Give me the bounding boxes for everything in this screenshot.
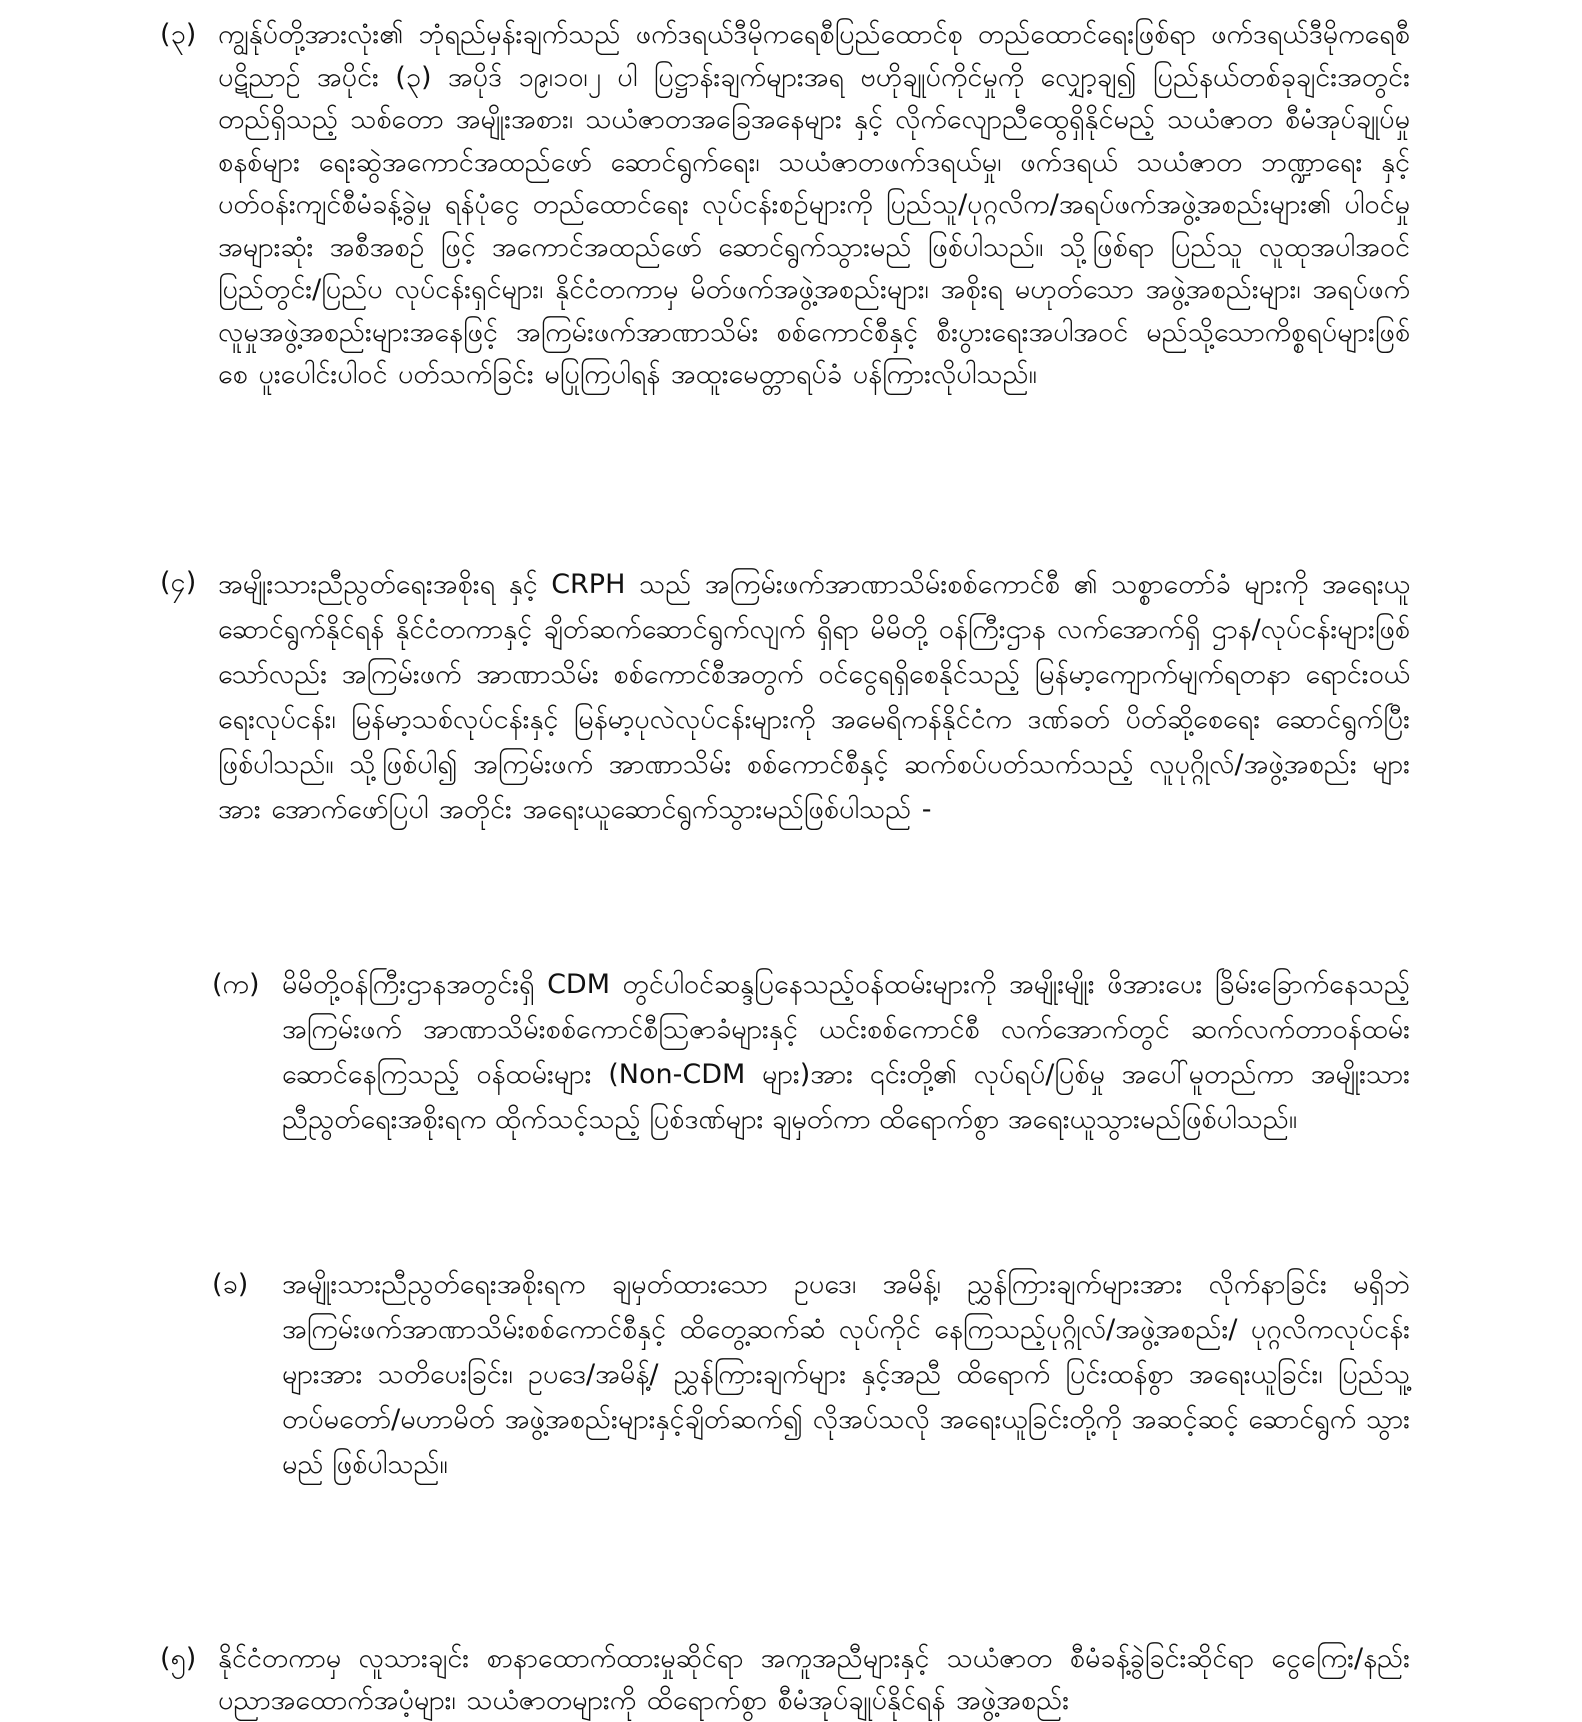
sub-item-number: (က) [212, 969, 260, 1000]
paragraph-text: ကျွန်ုပ်တို့အားလုံး၏ ဘုံရည်မှန်းချက်သည် ဖက်ဒရယ်ဒီမိုကရေစီပြည်ထောင်စု တည်ထောင်ရေးဖြစ်ရာ ဖက်ဒရယ်ဒီမိုကရေစီပဋိညာဉ် အပိုင်း (၃) အပိုဒ် ၁၉၊၁၀၊၂ ပါ ပြဋ္ဌာန်းချက်များအရ ဗဟိုချုပ်ကိုင်မှုကို လျှော့ချ၍ ပြည်နယ်တစ်ခုချင်းအတွင်းတည်ရှိသည့် သစ်တော အမျိုးအစား၊ သယံဇာတအခြေအနေများ နှင့် လိုက်လျောညီထွေရှိနိုင်မည့် သယံဇာတ စီမံအုပ်ချုပ်မှုစနစ်များ ရေးဆွဲအကောင်အထည်ဖော် ဆောင်ရွက်ရေး၊ သယံဇာတဖက်ဒရယ်မှု၊ ဖက်ဒရယ် သယံဇာတ ဘဏ္ဍာရေး နှင့် ပတ်ဝန်းကျင်စီမံခန့်ခွဲမှု ရန်ပုံငွေ တည်ထောင်ရေး လုပ်ငန်းစဉ်များကို ပြည်သူ/ပုဂ္ဂလိက/အရပ်ဖက်အဖွဲ့အစည်းများ၏ ပါဝင်မှု အများဆုံး အစီအစဉ် ဖြင့် အကောင်အထည်ဖော် ဆောင်ရွက်သွားမည် ဖြစ်ပါသည်။ သို့ဖြစ်ရာ ပြည်သူ လူထုအပါအဝင် ပြည်တွင်း/ပြည်ပ လုပ်ငန်းရှင်များ၊ နိုင်ငံတကာမှ မိတ်ဖက်အဖွဲ့အစည်းများ၊ အစိုးရ မဟုတ်သော အဖွဲ့အစည်းများ၊ အရပ်ဖက်လူမှုအဖွဲ့အစည်းများအနေဖြင့် အကြမ်းဖက်အာဏာသိမ်း စစ်ကောင်စီနှင့် စီးပွားရေးအပါအဝင် မည်သို့သောကိစ္စရပ်များဖြစ်စေ ပူးပေါင်းပါဝင် ပတ်သက်ခြင်း မပြုကြပါရန် အထူးမေတ္တာရပ်ခံ ပန်ကြားလိုပါသည်။ [218, 19, 1410, 390]
paragraph-number: (၄) [160, 567, 197, 598]
sub-item-number: (ခ) [212, 1269, 249, 1300]
sub-item-text: မိမိတို့ဝန်ကြီးဌာနအတွင်းရှိ CDM တွင်ပါဝင်ဆန္ဒပြနေသည့်ဝန်ထမ်းများကို အမျိုးမျိုး ဖိအားပေး ခြိမ်းခြောက်နေသည့် အကြမ်းဖက် အာဏာသိမ်းစစ်ကောင်စီသြဇာခံများနှင့် ယင်းစစ်ကောင်စီ လက်အောက်တွင် ဆက်လက်တာဝန်ထမ်းဆောင်နေကြသည့် ဝန်ထမ်းများ (Non-CDM များ)အား ၎င်းတို့၏ လုပ်ရပ်/ပြစ်မှု အပေါ်မူတည်ကာ အမျိုးသား ညီညွတ်ရေးအစိုးရက ထိုက်သင့်သည့် ပြစ်ဒဏ်များ ချမှတ်ကာ ထိရောက်စွာ အရေးယူသွားမည်ဖြစ်ပါသည်။ [282, 969, 1410, 1135]
paragraph-5 [160, 1638, 1410, 1722]
paragraph-text: နိုင်ငံတကာမှ လူသားချင်း စာနာထောက်ထားမှုဆိုင်ရာ အကူအညီများနှင့် သယံဇာတ စီမံခန့်ခွဲခြင်းဆိုင်ရာ ငွေကြေး/နည်းပညာအထောက်အပံ့များ၊ သယံဇာတများကို ထိရောက်စွာ စီမံအုပ်ချုပ်နိုင်ရန် အဖွဲ့အစည်း [218, 1643, 1410, 1716]
sub-item-ka [212, 962, 1410, 1142]
paragraph-text: အမျိုးသားညီညွတ်ရေးအစိုးရ နှင့် CRPH သည် အကြမ်းဖက်အာဏာသိမ်းစစ်ကောင်စီ ၏ သစ္စာတော်ခံ များကို အရေးယူဆောင်ရွက်နိုင်ရန် နိုင်ငံတကာနှင့် ချိတ်ဆက်ဆောင်ရွက်လျက် ရှိရာ မိမိတို့ ဝန်ကြီးဌာန လက်အောက်ရှိ ဌာန/လုပ်ငန်းများဖြစ်သော်လည်း အကြမ်းဖက် အာဏာသိမ်း စစ်ကောင်စီအတွက် ဝင်ငွေရရှိစေနိုင်သည့် မြန်မာ့ကျောက်မျက်ရတနာ ရောင်းဝယ်ရေးလုပ်ငန်း၊ မြန်မာ့သစ်လုပ်ငန်းနှင့် မြန်မာ့ပုလဲလုပ်ငန်းများကို အမေရိကန်နိုင်ငံက ဒဏ်ခတ် ပိတ်ဆို့စေရေး ဆောင်ရွက်ပြီး ဖြစ်ပါသည်။ သို့ဖြစ်ပါ၍ အကြမ်းဖက် အာဏာသိမ်း စစ်ကောင်စီနှင့် ဆက်စပ်ပတ်သက်သည့် လူပုဂ္ဂိုလ်/အဖွဲ့အစည်း များအား အောက်ဖော်ပြပါ အတိုင်း အရေးယူဆောင်ရွက်သွားမည်ဖြစ်ပါသည် - [218, 569, 1410, 825]
paragraph-number: (၃) [160, 19, 197, 50]
paragraph-3 [160, 14, 1410, 397]
sub-item-kha [212, 1262, 1410, 1487]
paragraph-4 [160, 562, 1410, 832]
sub-item-text: အမျိုးသားညီညွတ်ရေးအစိုးရက ချမှတ်ထားသော ဥပဒေ၊ အမိန့်၊ ညွှန်ကြားချက်များအား လိုက်နာခြင်း မရှိဘဲ အကြမ်းဖက်အာဏာသိမ်းစစ်ကောင်စီနှင့် ထိတွေ့ဆက်ဆံ လုပ်ကိုင် နေကြသည့်ပုဂ္ဂိုလ်/အဖွဲ့အစည်း/ ပုဂ္ဂလိကလုပ်ငန်းများအား သတိပေးခြင်း၊ ဥပဒေ/အမိန့်/ ညွှန်ကြားချက်များ နှင့်အညီ ထိရောက် ပြင်းထန်စွာ အရေးယူခြင်း၊ ပြည်သူ့တပ်မတော်/မဟာမိတ် အဖွဲ့အစည်းများနှင့်ချိတ်ဆက်၍ လိုအပ်သလို အရေးယူခြင်းတို့ကို အဆင့်ဆင့် ဆောင်ရွက် သွားမည် ဖြစ်ပါသည်။ [282, 1269, 1410, 1480]
paragraph-number: (၅) [160, 1643, 197, 1674]
